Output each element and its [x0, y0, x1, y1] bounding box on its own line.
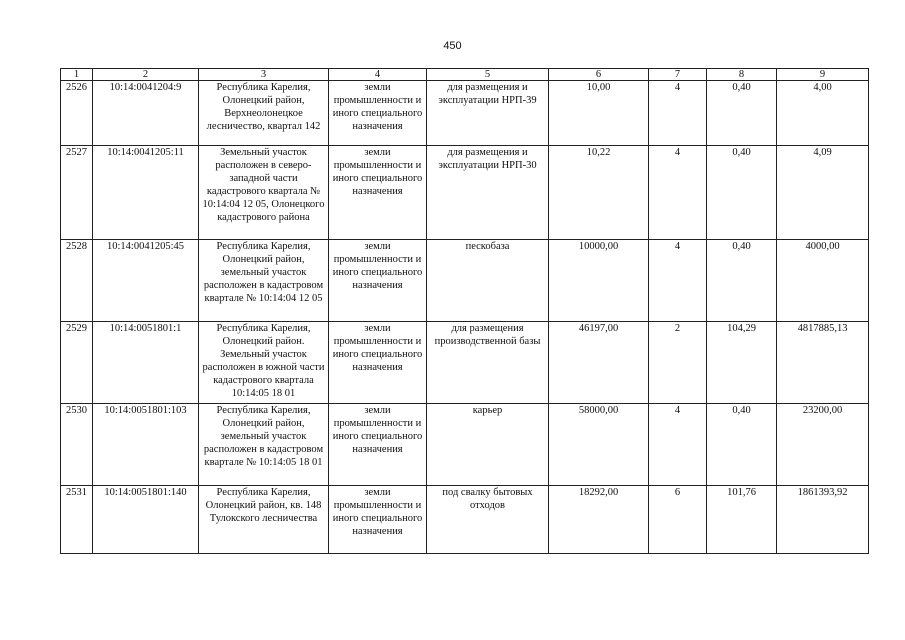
- rate: 0,40: [707, 81, 777, 146]
- land-category: земли промышленности и иного специального назначения: [329, 146, 427, 240]
- location: Республика Карелия, Олонецкий район, Верхнеолонецкое лесничество, квартал 142: [199, 81, 329, 146]
- location: Земельный участок расположен в северо-западной части кадастрового квартала № 10:14:04 12 05, Олонецкого кадастрового района: [199, 146, 329, 240]
- group: 2: [649, 322, 707, 404]
- column-header: 8: [707, 69, 777, 81]
- cadastral-value: 4817885,13: [777, 322, 869, 404]
- rate: 0,40: [707, 240, 777, 322]
- group: 4: [649, 240, 707, 322]
- location: Республика Карелия, Олонецкий район, земельный участок расположен в кадастровом квартале № 10:14:05 18 01: [199, 404, 329, 486]
- row-number: 2531: [61, 486, 93, 554]
- rate: 0,40: [707, 146, 777, 240]
- column-header: 6: [549, 69, 649, 81]
- group: 6: [649, 486, 707, 554]
- column-header: 9: [777, 69, 869, 81]
- land-category: земли промышленности и иного специального назначения: [329, 486, 427, 554]
- area: 58000,00: [549, 404, 649, 486]
- area: 10000,00: [549, 240, 649, 322]
- cadastral-value: 4,00: [777, 81, 869, 146]
- row-number: 2528: [61, 240, 93, 322]
- land-registry-table: [60, 68, 869, 554]
- cadastral-number: 10:14:0041205:11: [93, 146, 199, 240]
- table-row: [61, 486, 869, 554]
- column-header: 1: [61, 69, 93, 81]
- area: 10,00: [549, 81, 649, 146]
- permitted-use: для размещения производственной базы: [427, 322, 549, 404]
- area: 18292,00: [549, 486, 649, 554]
- row-number: 2529: [61, 322, 93, 404]
- group: 4: [649, 146, 707, 240]
- land-category: земли промышленности и иного специального назначения: [329, 240, 427, 322]
- permitted-use: карьер: [427, 404, 549, 486]
- column-header: 3: [199, 69, 329, 81]
- cadastral-number: 10:14:0051801:1: [93, 322, 199, 404]
- location: Республика Карелия, Олонецкий район, земельный участок расположен в кадастровом квартале № 10:14:04 12 05: [199, 240, 329, 322]
- rate: 0,40: [707, 404, 777, 486]
- location: Республика Карелия, Олонецкий район. Земельный участок расположен в южной части кадастрового квартала 10:14:05 18 01: [199, 322, 329, 404]
- cadastral-value: 4000,00: [777, 240, 869, 322]
- column-header: 4: [329, 69, 427, 81]
- table-row: [61, 404, 869, 486]
- group: 4: [649, 81, 707, 146]
- permitted-use: для размещения и эксплуатации НРП-39: [427, 81, 549, 146]
- rate: 104,29: [707, 322, 777, 404]
- rate: 101,76: [707, 486, 777, 554]
- column-header: 7: [649, 69, 707, 81]
- cadastral-value: 1861393,92: [777, 486, 869, 554]
- permitted-use: для размещения и эксплуатации НРП-30: [427, 146, 549, 240]
- row-number: 2526: [61, 81, 93, 146]
- cadastral-number: 10:14:0041204:9: [93, 81, 199, 146]
- cadastral-value: 4,09: [777, 146, 869, 240]
- table-row: [61, 240, 869, 322]
- group: 4: [649, 404, 707, 486]
- permitted-use: под свалку бытовых отходов: [427, 486, 549, 554]
- column-header: 5: [427, 69, 549, 81]
- land-category: земли промышленности и иного специального назначения: [329, 404, 427, 486]
- cadastral-number: 10:14:0041205:45: [93, 240, 199, 322]
- cadastral-value: 23200,00: [777, 404, 869, 486]
- page-number: 450: [443, 40, 462, 52]
- land-category: земли промышленности и иного специального назначения: [329, 322, 427, 404]
- location: Республика Карелия, Олонецкий район, кв. 148 Тулокского лесничества: [199, 486, 329, 554]
- column-header: 2: [93, 69, 199, 81]
- row-number: 2530: [61, 404, 93, 486]
- area: 10,22: [549, 146, 649, 240]
- area: 46197,00: [549, 322, 649, 404]
- table-row: [61, 81, 869, 146]
- table-row: [61, 322, 869, 404]
- land-category: земли промышленности и иного специального назначения: [329, 81, 427, 146]
- table-row: [61, 146, 869, 240]
- cadastral-number: 10:14:0051801:103: [93, 404, 199, 486]
- permitted-use: пескобаза: [427, 240, 549, 322]
- row-number: 2527: [61, 146, 93, 240]
- cadastral-number: 10:14:0051801:140: [93, 486, 199, 554]
- header-row: [61, 69, 869, 81]
